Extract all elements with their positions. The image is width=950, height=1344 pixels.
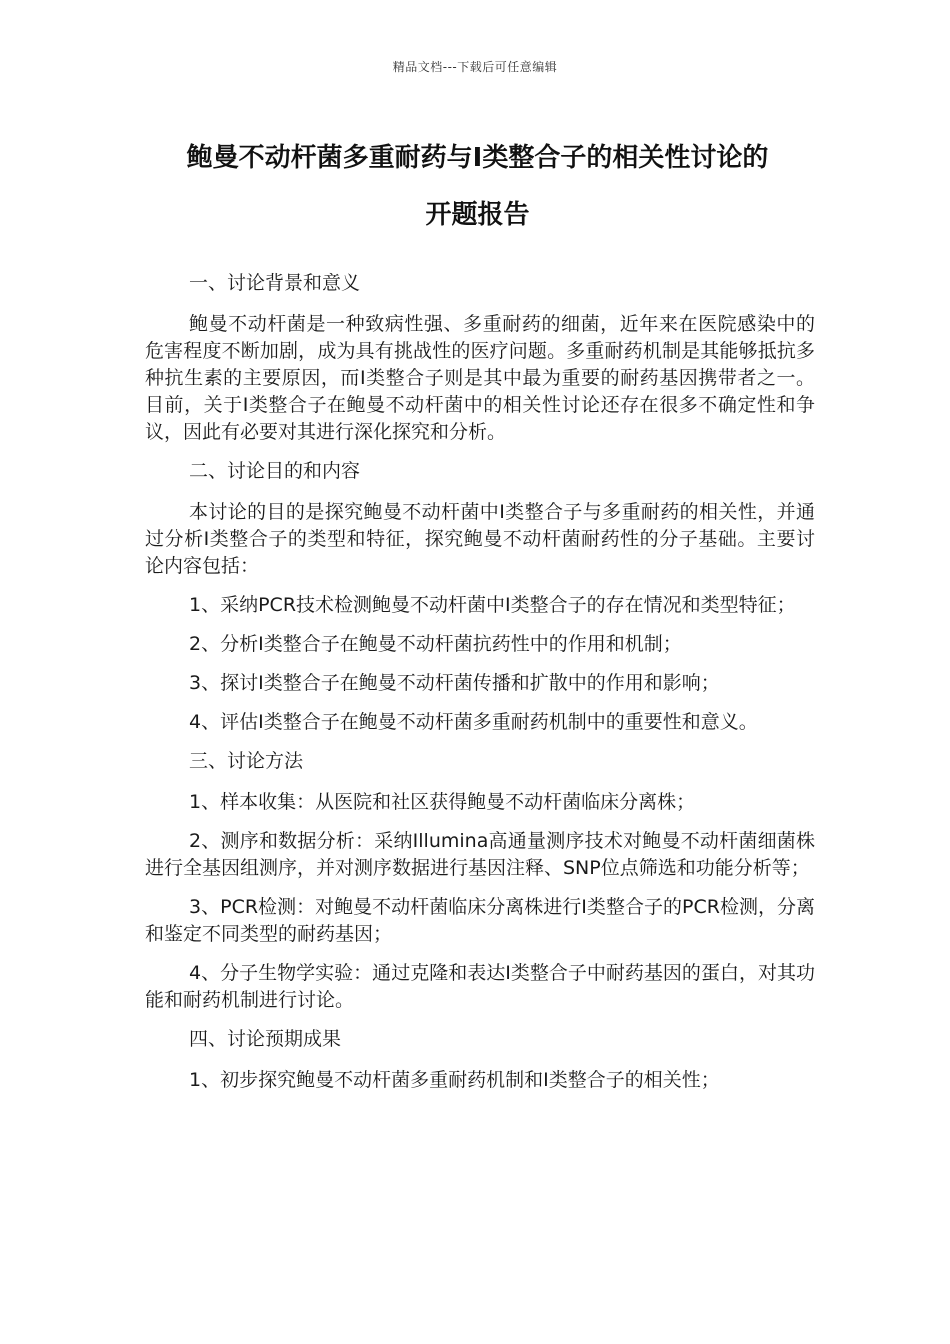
document-body (145, 270, 815, 1106)
list-item-method-1: 1、样本收集：从医院和社区获得鲍曼不动杆菌临床分离株； (189, 791, 696, 813)
title-line-1: 鲍曼不动杆菌多重耐药与Ⅰ类整合子的相关性讨论的 (186, 143, 769, 173)
list-item-content-1: 1、采纳PCR技术检测鲍曼不动杆菌中Ⅰ类整合子的存在情况和类型特征； (189, 594, 796, 616)
list-item-method-4: 4、分子生物学实验：通过克隆和表达Ⅰ类整合子中耐药基因的蛋白，对其功能和耐药机制进行讨论。 (145, 962, 815, 1011)
list-item-method-3: 3、PCR检测：对鲍曼不动杆菌临床分离株进行Ⅰ类整合子的PCR检测，分离和鉴定不同类型的耐药基因； (145, 896, 815, 945)
paragraph-purpose: 本讨论的目的是探究鲍曼不动杆菌中Ⅰ类整合子与多重耐药的相关性，并通过分析Ⅰ类整合子的类型和特征，探究鲍曼不动杆菌耐药性的分子基础。主要讨论内容包括： (145, 501, 815, 577)
list-item-outcome-1: 1、初步探究鲍曼不动杆菌多重耐药机制和Ⅰ类整合子的相关性； (189, 1069, 720, 1091)
list-item-content-4: 4、评估Ⅰ类整合子在鲍曼不动杆菌多重耐药机制中的重要性和意义。 (189, 711, 758, 733)
section-heading-background: 一、讨论背景和意义 (189, 272, 361, 294)
paragraph-background: 鲍曼不动杆菌是一种致病性强、多重耐药的细菌，近年来在医院感染中的危害程度不断加剧，成为具有挑战性的医疗问题。多重耐药机制是其能够抵抗多种抗生素的主要原因，而Ⅰ类整合子则是其中最为重要的耐药基因携带者之一。目前，关于Ⅰ类整合子在鲍曼不动杆菌中的相关性讨论还存在很多不确定性和争议，因此有必要对其进行深化探究和分析。 (145, 313, 815, 443)
list-item-method-2: 2、测序和数据分析：采纳Illumina高通量测序技术对鲍曼不动杆菌细菌株进行全基因组测序，并对测序数据进行基因注释、SNP位点筛选和功能分析等； (145, 830, 815, 879)
section-heading-methods: 三、讨论方法 (189, 750, 304, 772)
page-header: 精品文档---下载后可任意编辑 (392, 60, 558, 74)
document-title (145, 130, 810, 244)
section-heading-outcomes: 四、讨论预期成果 (189, 1028, 342, 1050)
list-item-content-2: 2、分析Ⅰ类整合子在鲍曼不动杆菌抗药性中的作用和机制； (189, 633, 682, 655)
title-line-2: 开题报告 (425, 200, 530, 230)
section-heading-purpose: 二、讨论目的和内容 (189, 460, 361, 482)
list-item-content-3: 3、探讨Ⅰ类整合子在鲍曼不动杆菌传播和扩散中的作用和影响； (189, 672, 720, 694)
